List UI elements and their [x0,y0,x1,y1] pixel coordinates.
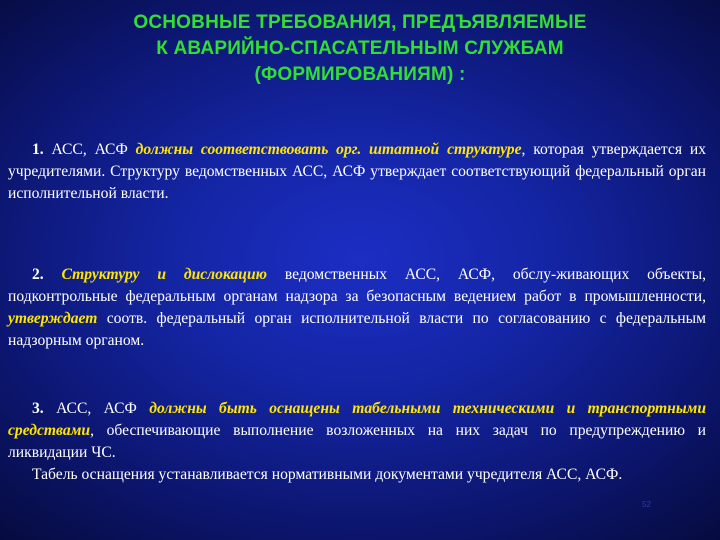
requirement-2-highlight-1: Структуру и дислокацию [61,266,267,283]
requirement-3 [8,398,706,486]
requirement-2 [8,264,706,352]
requirement-1-highlight: должны соответствовать орг. штатной структуре [135,141,522,158]
requirement-2-highlight-2: утверждает [8,310,98,327]
title-line-1: ОСНОВНЫЕ ТРЕБОВАНИЯ, ПРЕДЪЯВЛЯЕМЫЕ [133,12,587,33]
requirement-3-highlight: должны быть оснащены табельными техническими и транспортными средствами [8,400,707,439]
requirement-3-number: 3. [32,400,44,417]
slide-title [40,10,680,88]
title-line-2: К АВАРИЙНО-СПАСАТЕЛЬНЫМ СЛУЖБАМ [156,38,564,59]
requirement-2-number: 2. [32,266,44,283]
requirement-1-text: , которая утверждается их учредителями. Структуру ведомственных АСС, АСФ утверждает соответствующий федеральный орган исполнительной власти. [8,141,706,202]
requirement-1 [8,139,706,205]
requirement-1-pre: АСС, АСФ [43,141,136,158]
requirement-3-text: , обеспечивающие выполнение возложенных на них задач по предупреждению и ликвидации ЧС. [8,422,706,461]
page-number: 52 [642,500,651,509]
requirement-3-note: Табель оснащения устанавливается нормативными документами учредителя АСС, АСФ. [32,466,623,483]
requirement-3-pre: АСС, АСФ [43,400,150,417]
requirement-2-pre [44,266,62,283]
requirement-1-number: 1. [32,141,44,158]
requirement-2-mid: ведомственных АСС, АСФ, обслу-живающих объекты, подконтрольные федеральным органам надзора за безопасным ведением работ в промышленности, [8,266,706,305]
requirement-2-text: соотв. федеральный орган исполнительной власти по согласованию с федеральным надзорным органом. [8,310,706,349]
title-line-3: (ФОРМИРОВАНИЯМ) : [254,64,466,85]
